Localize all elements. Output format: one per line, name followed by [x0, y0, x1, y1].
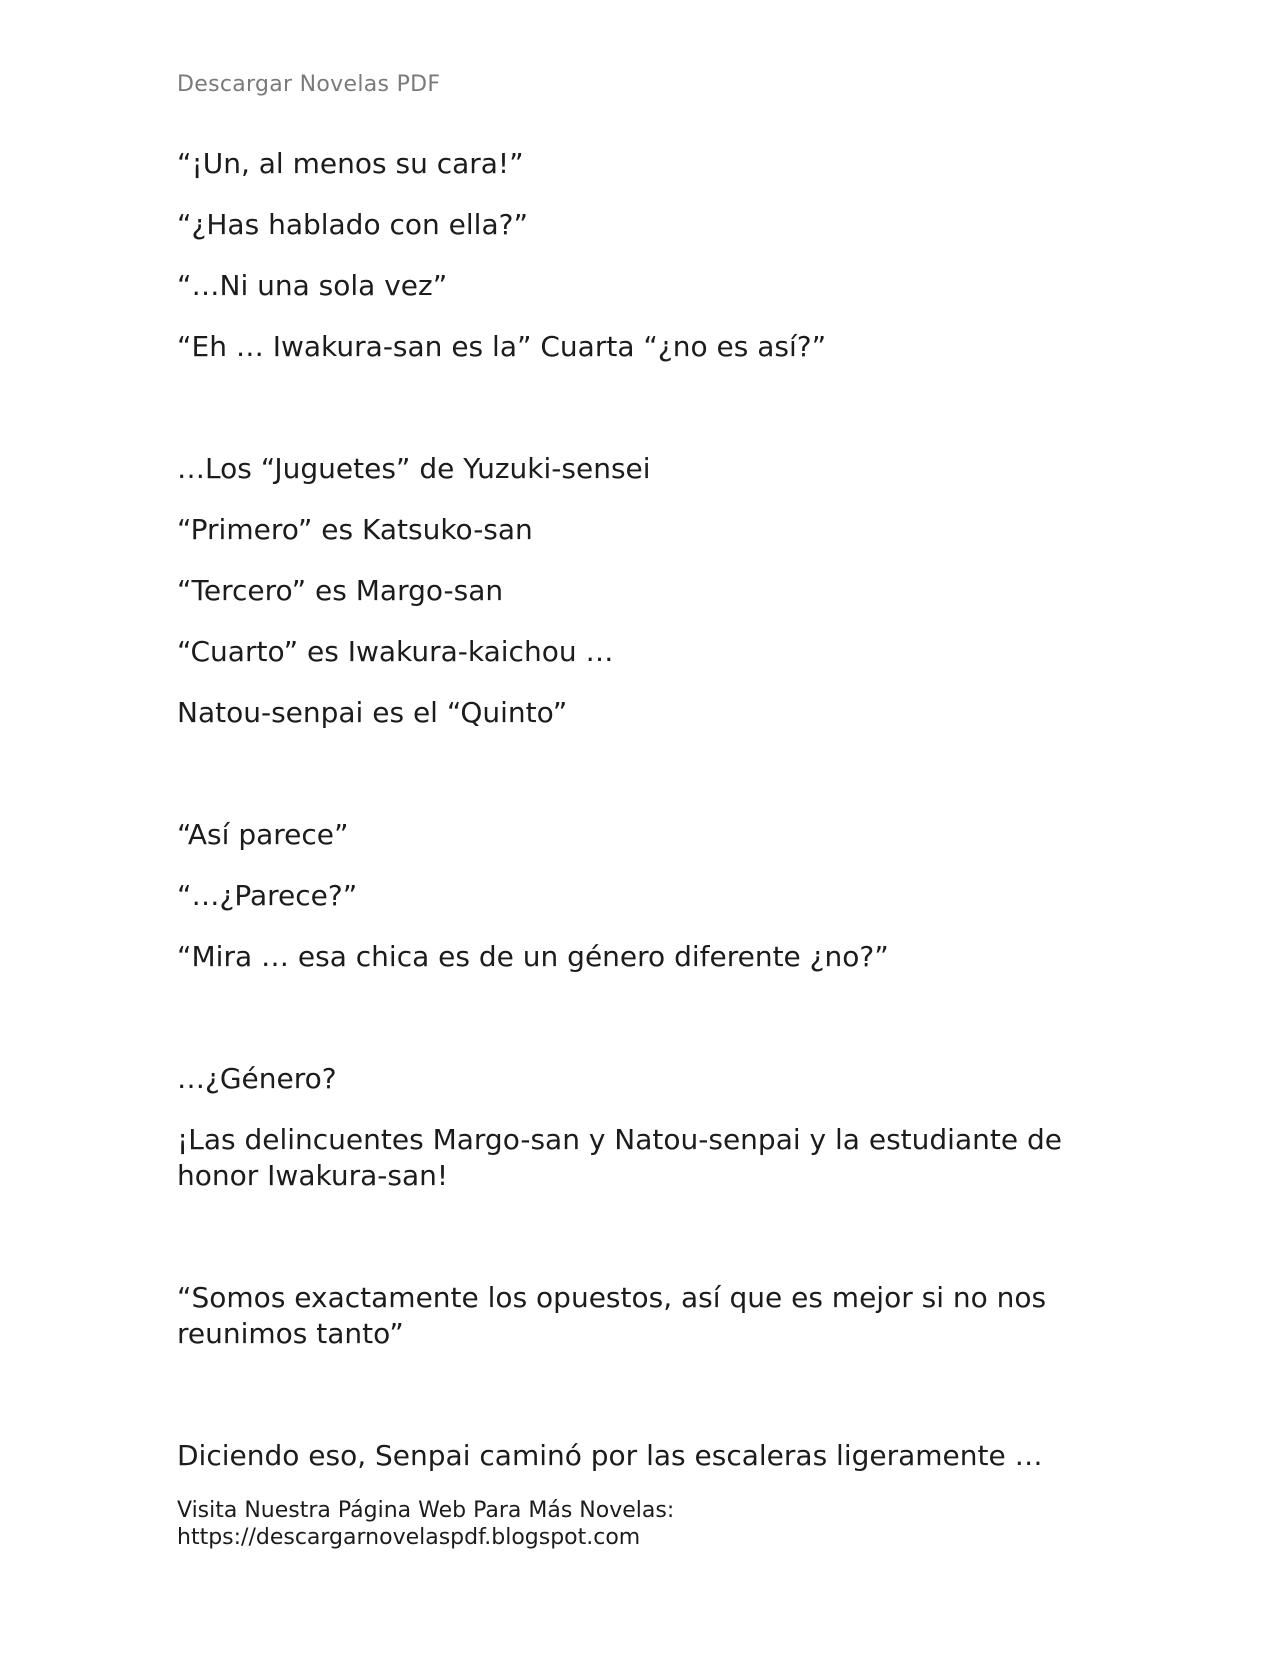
footer-url: https://descargarnovelaspdf.blogspot.com — [177, 1525, 641, 1550]
paragraph: “¿Has hablado con ella?” — [177, 208, 528, 241]
paragraph: “Primero” es Katsuko-san — [177, 513, 533, 546]
footer-line: Visita Nuestra Página Web Para Más Novelas: — [177, 1498, 675, 1523]
paragraph: “Tercero” es Margo-san — [177, 574, 504, 607]
paragraph: …¿Género? — [177, 1062, 337, 1095]
paragraph: ¡Las delincuentes Margo-san y Natou-senpai y la estudiante de honor Iwakura-san! — [177, 1123, 1062, 1192]
paragraph: “…Ni una sola vez” — [177, 269, 448, 302]
page-footer — [177, 1497, 674, 1551]
paragraph: “…¿Parece?” — [177, 879, 358, 912]
paragraph: Diciendo eso, Senpai caminó por las escaleras ligeramente … — [177, 1439, 1043, 1472]
paragraph: …Los “Juguetes” de Yuzuki-sensei — [177, 452, 651, 485]
paragraph: Natou-senpai es el “Quinto” — [177, 696, 568, 729]
paragraph: “Mira … esa chica es de un género diferente ¿no?” — [177, 940, 889, 973]
paragraph: “Cuarto” es Iwakura-kaichou … — [177, 635, 614, 668]
paragraph: “Así parece” — [177, 818, 349, 851]
paragraph: “Somos exactamente los opuestos, así que es mejor si no nos reunimos tanto” — [177, 1281, 1047, 1350]
page-header: Descargar Novelas PDF — [177, 72, 441, 97]
paragraph: “¡Un, al menos su cara!” — [177, 147, 524, 180]
paragraph: “Eh … Iwakura-san es la” Cuarta “¿no es así?” — [177, 330, 827, 363]
